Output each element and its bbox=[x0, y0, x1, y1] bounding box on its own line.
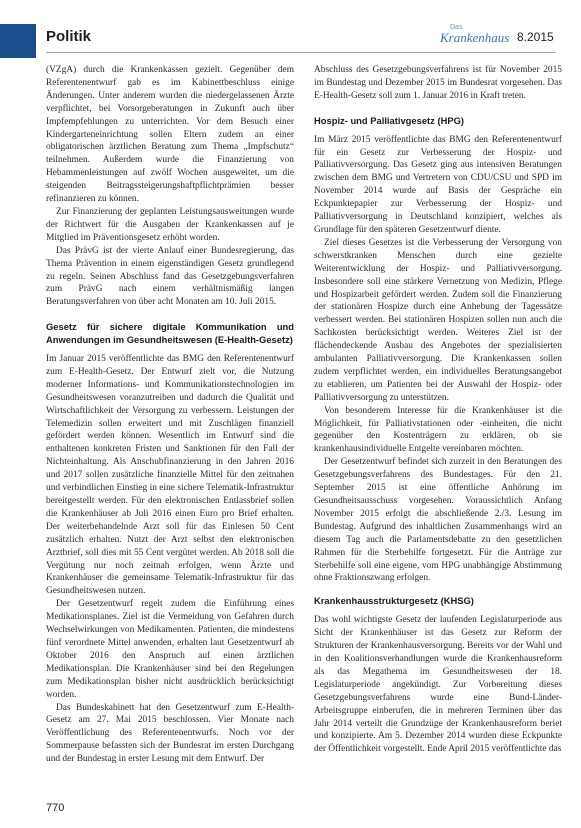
heading-hpg: Hospiz- und Palliativgesetz (HPG) bbox=[314, 114, 465, 126]
body-paragraph: Zur Finanzierung der geplanten Leistungsausweitungen wurde der Richtwert für die Ausgaben der Krankenkassen auf je Mitglied im Präventionsgesetz erhöht worden. bbox=[46, 206, 294, 243]
magazine-logo bbox=[440, 24, 510, 50]
heading-ehealth: Gesetz für sichere digitale Kommunikation und Anwendungen im Gesundheitswesen (E-Health-Gesetz) bbox=[46, 321, 294, 346]
body-paragraph: Im März 2015 veröffentlichte das BMG den Referentenentwurf für ein Gesetz zur Verbesserung der Hospiz- und Palliativversorgung. Das Gesetz ging aus intensiven Beratungen zwischen dem BMG und Vertretern von CDU/CSU und SPD im November 2014 wurde auf Basis der Gespräche ein Eckpunktepapier zur Verbesserung der Hospiz- und Palliativversorgung in Deutschland konzipiert, welches als Grundlage für den späteren Gesetzentwurf diente. bbox=[314, 134, 562, 235]
body-paragraph: Ziel dieses Gesetzes ist die Verbesserung der Versorgung von schwerstkranken Menschen durch eine gezielte Weiterentwicklung der Hospiz- und Palliativversorgung. Insbesondere soll eine stärkere Vernetzung von Medizin, Pflege und Hospizarbeit gefördert werden. Zudem soll die Finanzierung der stationären Hospize durch eine Anhebung der Tagessätze verbessert werden. Bei stationären Hospizen sollen nun auch die Sachkosten berücksichtigt werden. Weiteres Ziel ist der flächendeckende Ausbau des Angebotes der spezialisierten ambulanten Palliativversorgung. Die Krankenkassen sollen zudem verpflichtet werden, ein individuelles Beratungsangebot zu etablieren, um Patienten bei der Auswahl der Hospiz- oder Palliativversorgung zu unterstützen. bbox=[314, 237, 562, 403]
logo-prefix: Das bbox=[450, 24, 463, 31]
body-paragraph: Der Gesetzentwurf befindet sich zurzeit in den Beratungen des Gesetzgebungsverfahrens des Bundestages. Für den 21. September 2015 ist eine öffentliche Anhörung im Gesundheitsausschuss vorgesehen. Voraussichtlich Anfang November 2015 erfolgt die abschließende 2./3. Lesung im Bundestag. Aufgrund des inhaltlichen Zusammenhangs wird an diesem Tag auch die Parlamentsdebatte zu den gesetzlichen Rahmen für die Sterbehilfe fortgesetzt. Für die Anträge zur Sterbehilfe soll eine eigene, vom HPG unabhängige Abstimmung ohne Fraktionszwang erfolgen. bbox=[314, 457, 562, 584]
heading-khsg: Krankenhausstrukturgesetz (KHSG) bbox=[314, 595, 474, 607]
section-title: Politik bbox=[46, 28, 92, 45]
page-number: 770 bbox=[46, 802, 65, 814]
right-column bbox=[314, 64, 562, 756]
page-header bbox=[0, 0, 581, 60]
body-paragraph: Das Bundeskabinett hat den Gesetzentwurf zum E-Health-Gesetz am 27. Mai 2015 beschlossen. Vier Monate nach Veröffentlichung des Referentenentwurfs. Noch vor der Sommerpause befassten sich der Bundesrat im ersten Durchgang und der Bundestag in erster Lesung mit dem Entwurf. Der bbox=[46, 702, 294, 765]
body-paragraph: (VZgA) durch die Krankenkassen gezielt. Gegenüber dem Referentenentwurf gab es im Kabinettbeschluss einige Änderungen. Unter anderem wurden die niedergelassenen Ärzte verpflichtet, bei Vorsorgeberatungen in Zukunft auch über Impfempfehlungen zu unterrichten. Vor dem Besuch einer Kindergarteneinrichtung sollen Eltern zudem an einer obligatorischen ärztlichen Beratung zum Thema „Impfschutz“ teilnehmen. Außerdem wurde die Finanzierung von Hebammenleistungen auf zwölf Wochen ausgeweitet, um die steigenden Beitragssteigerungshaftpflichtprämien besser refinanzieren zu können. bbox=[46, 65, 294, 205]
header-rule bbox=[46, 52, 556, 53]
issue-number: 8.2015 bbox=[517, 30, 554, 44]
body-paragraph: Im Januar 2015 veröffentlichte das BMG den Referentenentwurf zum E-Health-Gesetz. Der Entwurf zielt vor, die Nutzung moderner Informations- und Kommunikationstechnologien im Gesundheitswesen voranzutreiben und dadurch die Qualität und Wirtschaftlichkeit der Versorgung zu verbessern. Leistungen der Telemedizin sollen erweitert und mit Zuschlägen finanziell gefördert werden können. Wesentlich im Entwurf sind die enthaltenen konkreten Fristen und Sanktionen für den Fall der Nichteinhaltung. Als Anschubfinanzierung in den Jahren 2016 und 2017 sollen zusätzliche finanzielle Mittel für den zeitnahen und verbindlichen Einstieg in eine sichere Telematik-Infrastruktur bereitgestellt werden. Für den elektronischen Entlassbrief sollen die Krankenhäuser ab Juli 2016 einen Euro pro Brief erhalten. Der weiterbehandelnde Arzt soll für das Einlesen 50 Cent zusätzlich erhalten. Nutzt der Arzt selbst den elektronischen Arztbrief, soll dies mit 55 Cent vergütet werden. Ab 2018 soll die Vergütung nur noch zeitnah erfolgen, wenn Ärzte und Krankenhäuser die gemeinsame Telematik-Infrastruktur für das Gesundheitswesen nutzen. bbox=[46, 354, 294, 597]
left-column bbox=[46, 64, 294, 766]
logo-wordmark: Krankenhaus bbox=[440, 30, 510, 45]
body-paragraph: Das PrävG ist der vierte Anlauf einer Bundesregierung, das Thema Prävention in einem eigenständigen Gesetz grundlegend zu regeln. Seinen Abschluss fand das Gesetzgebungsverfahren zum PrävG nach einem verhältnismäßig langen Beratungsverfahren von über acht Monaten am 10. Juli 2015. bbox=[46, 245, 294, 308]
body-paragraph: Der Gesetzentwurf regelt zudem die Einführung eines Medikationsplanes. Ziel ist die Vermeidung von Gefahren durch Wechselwirkungen von Medikamenten. Patienten, die mindestens fünf verordnete Mittel anwenden, erhalten laut Gesetzentwurf ab Oktober 2016 den Anspruch auf einen ärztlichen Medikationsplan. Die Krankenhäuser sind bei den Regelungen zum Medikationsplan bisher nicht ausdrücklich berücksichtigt worden. bbox=[46, 599, 294, 700]
body-paragraph: Das wohl wichtigste Gesetz der laufenden Legislaturperiode aus Sicht der Krankenhäuser ist das Gesetz zur Reform der Strukturen der Krankenhausversorgung. Bereits vor der Wahl und in den Koalitionsverhandlungen wurde die Krankenhausreform als das Megathema im Gesundheitswesen der 18. Legislaturperiode angekündigt. Zur Vorbereitung dieses Gesetzgebungsverfahrens wurde eine Bund-Länder-Arbeitsgruppe einberufen, die in mehreren Terminen über das Jahr 2014 verteilt die Grundzüge der Krankenhausreform beriet und konzipierte. Am 5. Dezember 2014 wurden diese Eckpunkte der Öffentlichkeit vorgestellt. Ende April 2015 veröffentlichte das bbox=[314, 615, 562, 755]
body-paragraph: Abschluss des Gesetzgebungsverfahrens ist für November 2015 im Bundestag und Dezember 2015 im Bundesrat vorgesehen. Das E-Health-Gesetz soll zum 1. Januar 2016 in Kraft treten. bbox=[314, 65, 562, 101]
section-color-block bbox=[0, 24, 36, 58]
body-paragraph: Von besonderem Interesse für die Krankenhäuser ist die Möglichkeit, für Palliativstationen oder -einheiten, die nicht gegenüber den Kostenträgern zu erklären, ob sie krankenhausindividuelle Entgelte vereinbaren möchten. bbox=[314, 405, 562, 455]
